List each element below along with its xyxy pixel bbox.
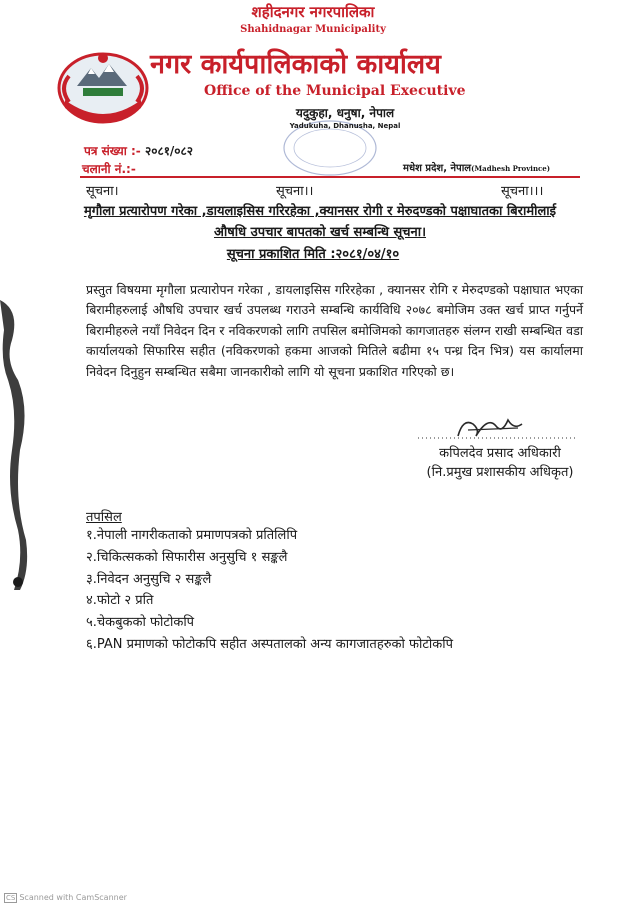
reference-label: पत्र संख्या :- [84, 144, 141, 158]
notice-subject-text: मृगौला प्रत्यारोपण गरेका ,डायलाइसिस गरिरहेका ,क्यानसर रोगी र मेरुदण्डको पक्षाघातका बिरामीलाई औषधि उपचार बापतको खर्च सम्बन्धि सूचना। [83, 204, 557, 240]
reference-number: २०८१/०८२ [144, 144, 194, 158]
reference-number-line [82, 142, 193, 159]
notice-body: प्रस्तुत विषयमा मृगौला प्रत्यारोपन गरेका , डायलाइसिस गरिरहेका , क्यानसर रोगि र मेरुदण्डको पक्षाघात भएका बिरामीहरुलाई औषधि उपचार खर्च उपलब्ध गराउने सम्बन्धि कार्यविधि २०७८ बमोजिम उक्त खर्च प्राप्त गर्नुपर्ने बिरामीहरुले नयाँ निवेदन दिन र नविकरणको लागि तपसिल बमोजिमको कागजातहरु संलग्न राखी सम्बन्धित वडा कार्यालयको सिफारिस सहीत (नविकरणको हकमा आजको मितिले बढीमा १५ पन्ध्र दिन भित्र) यस कार्यालमा निवेदन दिनुहुन सम्बन्धित सबैमा जानकारीको लागि यो सूचना प्रकाशित गरिएको छ। [86, 282, 583, 379]
office-address-nepali: यदुकुहा, धनुषा, नेपाल [295, 106, 395, 120]
list-item: १.नेपाली नागरीकताको प्रमाणपत्रको प्रतिलिपि [86, 528, 298, 543]
notice-label-right: सूचना।।। [501, 184, 544, 199]
province-english: (Madhesh Province) [471, 164, 551, 173]
tapsil-list [86, 525, 453, 656]
office-name-nepali: नगर कार्यपालिकाको कार्यालय [150, 49, 441, 80]
office-address-english: Yadukuha, Dhanusha, Nepal [289, 122, 401, 130]
municipality-name-nepali: शहीदनगर नगरपालिका [251, 3, 375, 21]
tapsil-heading: तपसिल [86, 510, 122, 525]
publish-date [0, 244, 626, 262]
notice-label-left: सूचना। [86, 184, 119, 199]
province-line [403, 160, 550, 174]
list-item: ६.PAN प्रमाणको फोटोकपि सहीत अस्पतालको अन्य कागजातहरुको फोटोकपि [86, 636, 454, 652]
registration-number-label: चलानी नं.:- [82, 162, 136, 176]
office-name-english: Office of the Municipal Executive [204, 83, 466, 99]
signature-icon [418, 412, 578, 442]
camscanner-icon: CS [6, 894, 16, 902]
municipality-name-english: Shahidnagar Municipality [240, 24, 386, 35]
list-item: ५.चेकबुकको फोटोकपि [86, 615, 195, 631]
province-nepali: मधेश प्रदेश, नेपाल [403, 163, 472, 174]
list-item: २.चिकित्सकको सिफारीस अनुसुचि १ सङ्कलै [86, 549, 288, 565]
list-item: ३.निवेदन अनुसुचि २ सङ्कलै [86, 571, 212, 587]
signatory-name: कपिलदेव प्रसाद अधिकारी [439, 446, 561, 461]
signatory-title: (नि.प्रमुख प्रशासकीय अधिकृत) [426, 465, 574, 480]
notice-subject [70, 201, 570, 243]
nepal-emblem-icon [55, 48, 151, 126]
publish-date-text: सूचना प्रकाशित मिति :२०८१/०४/१० [226, 247, 400, 262]
list-item: ४.फोटो २ प्रति [86, 593, 154, 609]
scan-smudge [0, 300, 50, 600]
scanner-text: Scanned with CamScanner [19, 893, 127, 902]
notice-label-middle: सूचना।। [276, 184, 314, 199]
header-divider [80, 176, 580, 178]
scanner-watermark [4, 893, 127, 903]
